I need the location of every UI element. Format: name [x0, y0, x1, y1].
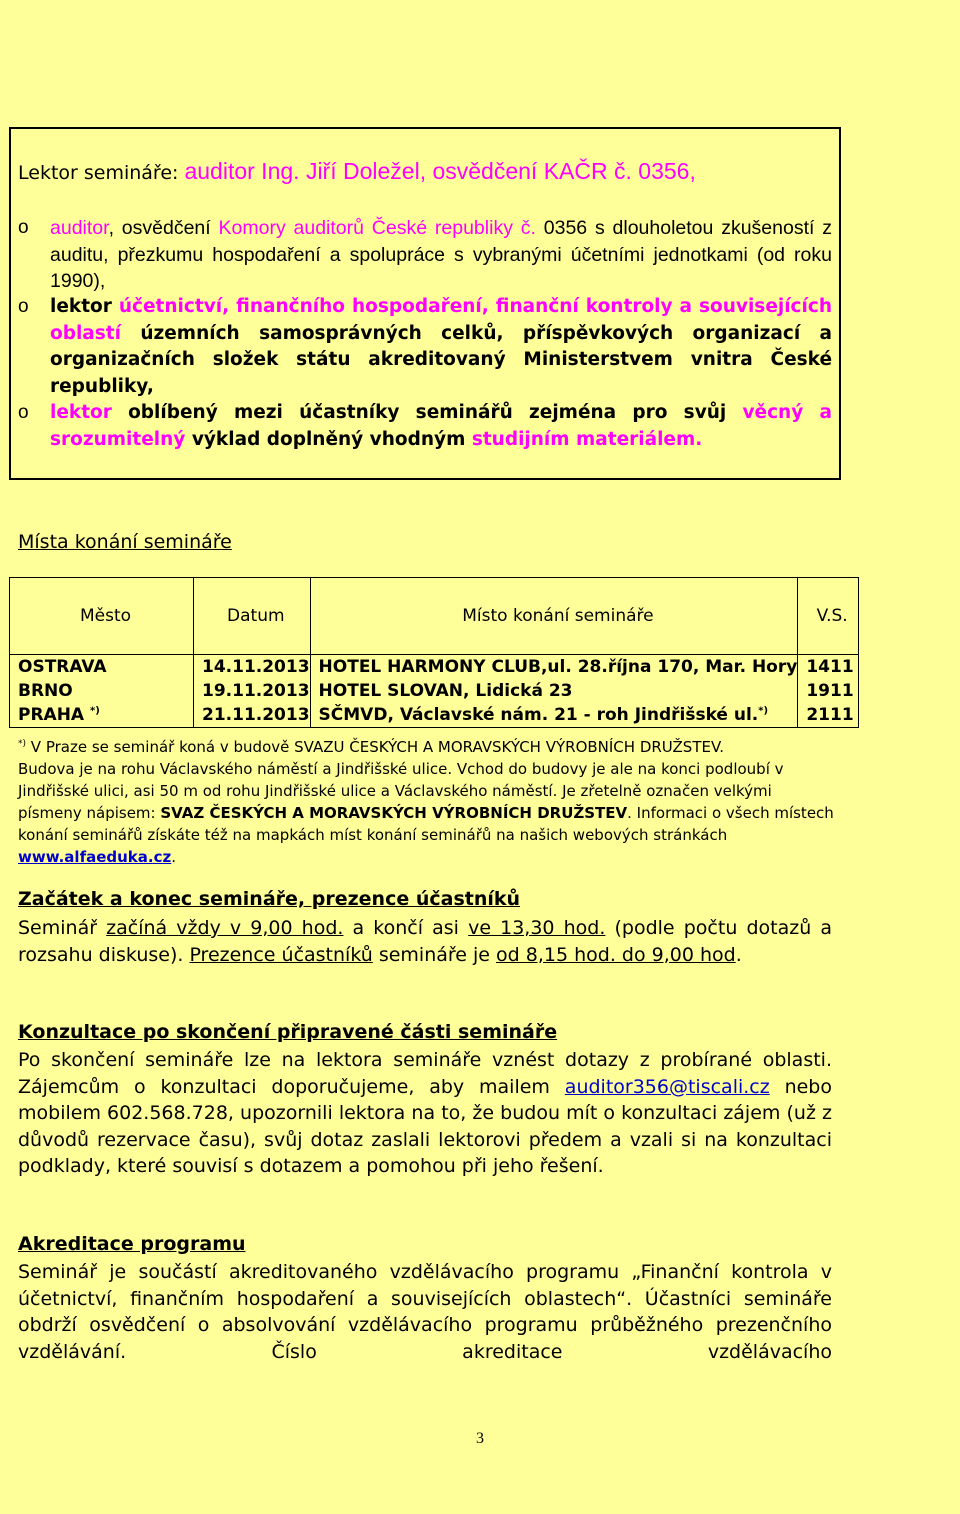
- table-row: [10, 679, 859, 703]
- prague-venue-note: *) V Praze se seminář koná v budově SVAZU ČESKÝCH A MORAVSKÝCH VÝROBNÍCH DRUŽSTEV. Budova je na rohu Václavského náměstí a Jindřišské ulice. Vchod do budovy je ale na konci podloubí v Jindřišské ulici, asi 50 m od rohu Jindřišské ulice a Václavského náměstí. Je zřetelně označen velkými písmeny nápisem: SVAZ ČESKÝCH A MORAVSKÝCH VÝROBNÍCH DRUŽSTEV. Informaci o všech místech konání seminářů získáte též na mapkách míst konání seminářů na našich webových stránkách www.alfaeduka.cz.: [18, 738, 834, 866]
- cell-vs: 1411: [798, 655, 859, 680]
- cell-vs: 2111: [798, 703, 859, 728]
- cell-date: 21.11.2013: [194, 703, 311, 728]
- lecturer-heading: Lektor semináře: auditor Ing. Jiří Doležel, osvědčení KAČR č. 0356,: [18, 158, 696, 184]
- bullet-lektor-popular: o lektor oblíbený mezi účastníky seminářů zejména pro svůj věcný a srozumitelný výklad doplněný vhodným studijním materiálem.: [18, 402, 832, 450]
- bullet-marker: o: [18, 402, 29, 423]
- cell-date: 19.11.2013: [194, 679, 311, 703]
- email-link[interactable]: auditor356@tiscali.cz: [564, 1075, 770, 1098]
- bullet-marker: o: [18, 217, 29, 238]
- cell-date: 14.11.2013: [194, 655, 311, 680]
- schedule-text: Seminář začíná vždy v 9,00 hod. a končí asi ve 13,30 hod. (podle počtu dotazů a rozsahu diskuse). Prezence účastníků semináře je od 8,15 hod. do 9,00 hod.: [18, 917, 833, 966]
- venues-table: [9, 577, 859, 728]
- bullet-marker: o: [18, 296, 29, 317]
- schedule-heading: Začátek a konec semináře, prezence účastníků: [18, 888, 521, 910]
- col-vs: V.S.: [798, 578, 859, 655]
- col-date: Datum: [194, 578, 311, 655]
- consultation-heading: Konzultace po skončení připravené části semináře: [18, 1021, 558, 1043]
- table-header: [10, 578, 859, 655]
- bullet-auditor: o auditor, osvědčení Komory auditorů České republiky č. 0356 s dlouholetou zkušeností z auditu, přezkumu hospodaření a spolupráce s vybranými účetními jednotkami (od roku 1990),: [18, 217, 832, 292]
- cell-place: SČMVD, Václavské nám. 21 - roh Jindřišské ul.*): [310, 703, 798, 728]
- accreditation-text: Seminář je součástí akreditovaného vzdělávacího programu „Finanční kontrola v účetnictví, finančním hospodaření a souvisejících oblastech“. Účastníci semináře obdrží osvědčení o absolvování vzdělávacího programu průběžného prezenčního vzdělávání. Číslo akreditace vzdělávacího: [18, 1261, 832, 1363]
- col-city: Město: [10, 578, 194, 655]
- cell-place: HOTEL HARMONY CLUB,ul. 28.října 170, Mar. Hory: [310, 655, 798, 680]
- website-link[interactable]: www.alfaeduka.cz: [18, 848, 172, 866]
- cell-city: PRAHA *): [10, 703, 194, 728]
- page-number: 3: [476, 1430, 484, 1447]
- col-place: Místo konání semináře: [310, 578, 798, 655]
- accreditation-heading: Akreditace programu: [18, 1233, 246, 1255]
- table-row: [10, 655, 859, 680]
- bullet-lektor-areas: o lektor účetnictví, finančního hospodaření, finanční kontroly a souvisejících oblastí územních samosprávných celků, příspěvkových organizací a organizačních složek státu akreditovaný Ministerstvem vnitra České republiky,: [18, 296, 832, 397]
- cell-city: OSTRAVA: [10, 655, 194, 680]
- cell-vs: 1911: [798, 679, 859, 703]
- table-row: [10, 703, 859, 728]
- cell-city: BRNO: [10, 679, 194, 703]
- venues-heading: Místa konání semináře: [18, 531, 232, 553]
- cell-place: HOTEL SLOVAN, Lidická 23: [310, 679, 798, 703]
- consultation-text: Po skončení semináře lze na lektora semináře vznést dotazy z probírané oblasti. Zájemcům o konzultaci doporučujeme, aby mailem auditor356@tiscali.cz nebo mobilem 602.568.728, upozornili lektora na to, že budou mít o konzultaci zájem (už z důvodů rezervace času), svůj dotaz zaslali lektorovi předem a vzali si na konzultaci podklady, které souvisí s dotazem a pomohou při jeho řešení.: [18, 1049, 832, 1177]
